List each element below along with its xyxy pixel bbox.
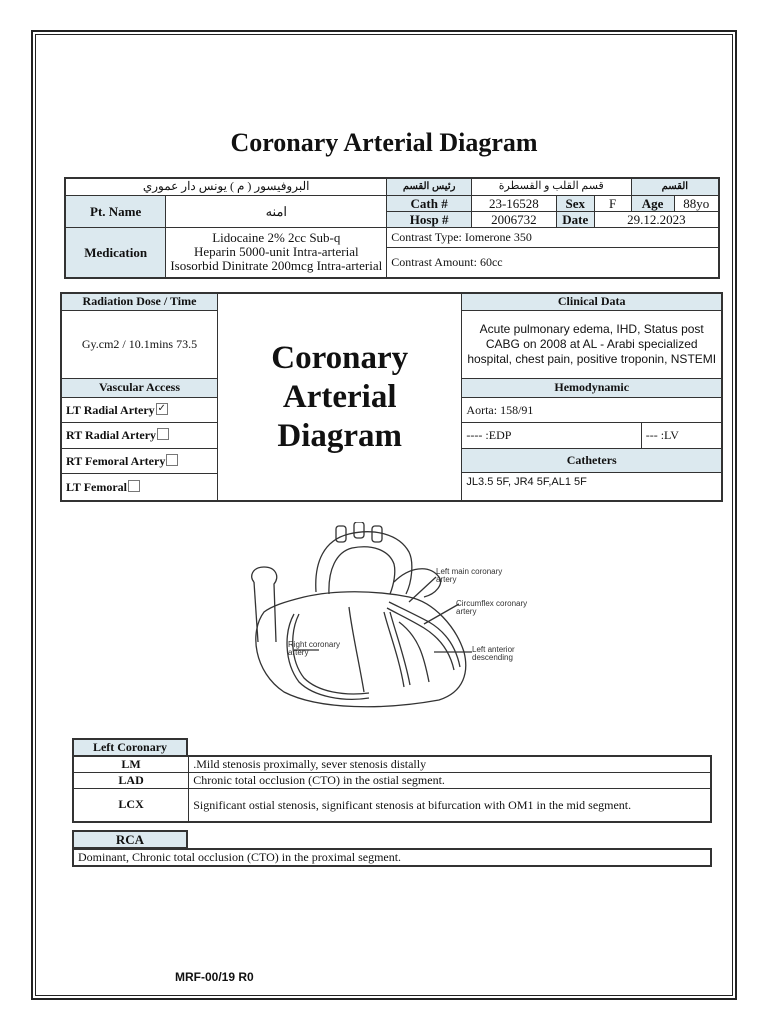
- brachiocephalic-branch: [336, 526, 346, 542]
- hosp-label: Hosp #: [387, 211, 472, 227]
- rca-table: [72, 848, 712, 867]
- contrast-amount: Contrast Amount: 60cc: [387, 247, 719, 278]
- left-coronary-table: [72, 755, 712, 823]
- rca-header-table: [72, 830, 188, 849]
- hemodynamic-label: Hemodynamic: [462, 378, 722, 397]
- lad-row-label: LAD: [73, 773, 189, 789]
- right-coronary-label-line2: artery: [288, 648, 309, 657]
- head-label: رئيس القسم: [387, 178, 472, 195]
- carotid-branch: [354, 522, 364, 538]
- lcx-finding: Significant ostial stenosis, significant stenosis at bifurcation with OM1 in the mid segment.: [189, 789, 711, 822]
- access-label: RT Radial Artery: [66, 428, 157, 443]
- access-label: RT Femoral Artery: [66, 453, 166, 468]
- circumflex-label: Circumflex coronary: [456, 599, 528, 608]
- lad-label: Left anterior: [472, 645, 515, 654]
- medication-line: Heparin 5000-unit Intra-arterial: [193, 244, 359, 260]
- heart-diagram: [224, 522, 544, 712]
- aortic-arch-inner-path: [329, 547, 395, 594]
- clinical-section-table: [60, 292, 723, 502]
- access-rt-femoral[interactable]: [61, 449, 217, 474]
- left-main-leader: [409, 577, 436, 602]
- lad-label-line2: descending: [472, 653, 513, 662]
- cath-value: 23-16528: [471, 195, 556, 211]
- checkbox-icon[interactable]: [128, 480, 140, 492]
- table-row: [73, 789, 711, 822]
- age-label: Age: [631, 195, 674, 211]
- age-value: 88yo: [674, 195, 719, 211]
- catheters-value: JL3.5 5F, JR4 5F,AL1 5F: [462, 473, 722, 501]
- aortic-arch-path: [316, 532, 412, 594]
- rca-label: RCA: [73, 831, 187, 848]
- clinical-label: Clinical Data: [462, 293, 722, 310]
- left-coronary-label: Left Coronary: [73, 739, 187, 756]
- hosp-value: 2006732: [471, 211, 556, 227]
- vascular-access-label: Vascular Access: [61, 378, 217, 397]
- center-title-line: Arterial: [282, 378, 397, 415]
- catheters-label: Catheters: [462, 449, 722, 473]
- rca-finding: Dominant, Chronic total occlusion (CTO) in the proximal segment.: [73, 849, 711, 866]
- date-label: Date: [556, 211, 594, 227]
- septal-branch-path: [349, 607, 364, 692]
- medication-label: Medication: [65, 227, 166, 278]
- dept-label: القسم: [631, 178, 719, 195]
- form-code: MRF-00/19 R0: [175, 970, 254, 984]
- circumflex-label-line2: artery: [456, 607, 477, 616]
- checkbox-checked-icon[interactable]: ✓: [157, 402, 166, 414]
- medication-line: Isosorbid Dinitrate 200mcg Intra-arterial: [170, 258, 383, 274]
- lcx-label: LCX: [73, 789, 189, 822]
- patient-header-table: [64, 177, 720, 279]
- medication-list: [166, 227, 387, 278]
- dept-value: قسم القلب و القسطرة: [471, 178, 631, 195]
- aorta-pressure: Aorta: 158/91: [462, 397, 722, 422]
- cath-label: Cath #: [387, 195, 472, 211]
- access-lt-femoral[interactable]: [61, 474, 217, 501]
- radiation-value: Gy.cm2 / 10.1mins 73.5: [61, 310, 217, 378]
- date-value: 29.12.2023: [594, 211, 719, 227]
- left-main-label-line2: artery: [436, 575, 457, 584]
- center-title-line: Coronary: [271, 339, 409, 376]
- pt-name-value: امنه: [166, 195, 387, 227]
- lm-finding: .Mild stenosis proximally, sever stenosis distally: [189, 756, 711, 773]
- pt-name-label: Pt. Name: [65, 195, 166, 227]
- head-value: البروفيسور ( م ) يونس دار عموري: [65, 178, 387, 195]
- lad-finding: Chronic total occlusion (CTO) in the ostial segment.: [189, 773, 711, 789]
- center-diagram-title: [217, 293, 461, 501]
- left-main-label: Left main coronary: [436, 567, 503, 576]
- center-title-line: Diagram: [277, 417, 403, 454]
- medication-line: Lidocaine 2% 2cc Sub-q: [212, 230, 341, 246]
- contrast-type: Contrast Type: Iomerone 350: [387, 227, 719, 247]
- lm-label: LM: [73, 756, 189, 773]
- access-lt-radial[interactable]: [61, 397, 217, 422]
- edp-value: ---- :EDP: [462, 423, 641, 449]
- radiation-label: Radiation Dose / Time: [61, 293, 217, 310]
- pulmonary-trunk-path: [394, 569, 441, 597]
- checkbox-icon[interactable]: [157, 428, 169, 440]
- clinical-text: Acute pulmonary edema, IHD, Status post CABG on 2008 at AL - Arabi specialized hospital, chest pain, positive troponin, NSTEMI: [462, 310, 722, 378]
- page-title: Coronary Arterial Diagram: [230, 128, 538, 157]
- diagonal-branch-path: [399, 622, 429, 682]
- sex-value: F: [594, 195, 631, 211]
- lv-value: --- :LV: [641, 423, 722, 449]
- circumflex-leader: [424, 604, 459, 624]
- access-label: LT Femoral: [66, 479, 128, 494]
- subclavian-branch: [372, 526, 382, 542]
- access-label: LT Radial Artery: [66, 402, 155, 417]
- checkbox-icon[interactable]: [166, 454, 178, 466]
- table-row: [73, 756, 711, 773]
- table-row: [73, 773, 711, 789]
- sex-label: Sex: [556, 195, 594, 211]
- access-rt-radial[interactable]: [61, 423, 217, 449]
- right-coronary-label: Right coronary: [288, 640, 341, 649]
